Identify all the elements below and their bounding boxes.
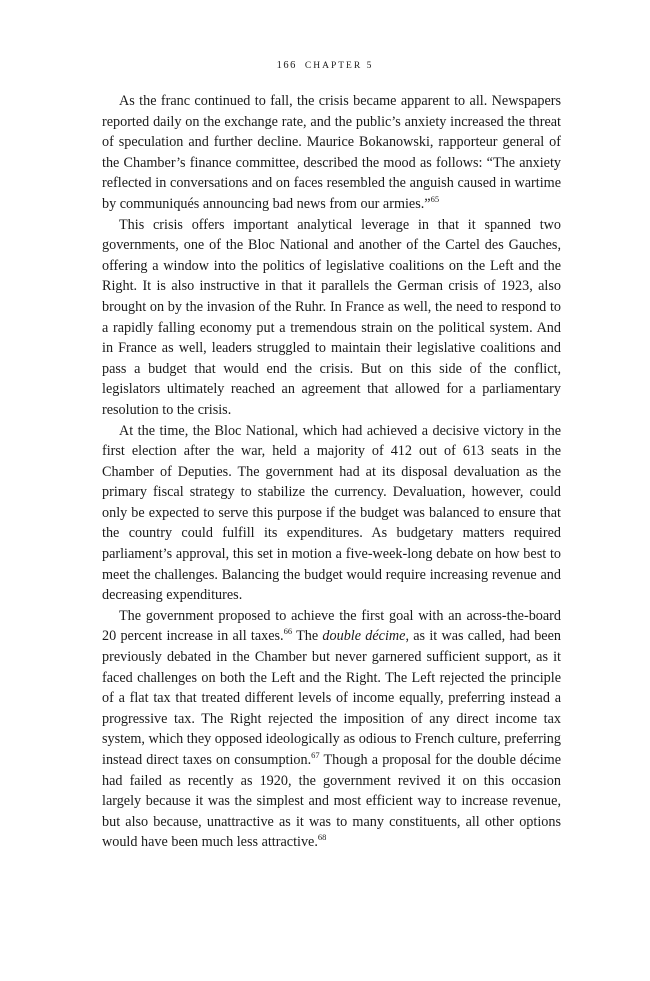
paragraph-text: As the franc continued to fall, the crisis became apparent to all. Newspapers reported daily on the exchange rate, and the public’s anxiety increased the threat of speculation and further decline. Maurice Bokanowski, rapporteur general of the Chamber’s finance committee, described the mood as follows: “The anxiety reflected in conversations and on faces resembled the anguish caused in wartime by communiqués announcing bad news from our armies.” <box>102 93 561 212</box>
paragraph <box>102 215 561 421</box>
paragraph-text: This crisis offers important analytical leverage in that it spanned two governments, one of the Bloc National and another of the Cartel des Gauches, offering a window into the politics of legislative coalitions on the Left and the Right. It is also instructive in that it parallels the German crisis of 1923, also brought on by the invasion of the Ruhr. In France as well, the need to respond to a rapidly falling economy put a tremendous strain on the political system. And in France as well, leaders struggled to maintain their legislative coalitions and pass a budget that would end the crisis. But on this side of the conflict, legislators ultimately reached an agreement that allowed for a parliamentary resolution to the crisis. <box>102 216 561 418</box>
paragraph <box>102 606 561 853</box>
footnote-marker: 65 <box>430 193 440 204</box>
running-head <box>0 60 650 71</box>
page-number: 166 <box>276 60 297 71</box>
footnote-marker: 66 <box>283 626 293 637</box>
paragraph-text: Though a proposal for the double décime had failed as recently as 1920, the government revived it on this occasion largely because it was the simplest and most efficient way to increase revenue, but also because, unattractive as it was to many constituents, all other options would have been much less attractive. <box>102 752 561 851</box>
paragraph <box>102 91 561 215</box>
body-text <box>102 91 561 853</box>
footnote-marker: 67 <box>311 750 320 760</box>
italic-term: double décime <box>322 628 406 645</box>
chapter-title: CHAPTER 5 <box>304 61 374 71</box>
paragraph-text: , as it was called, had been previously debated in the Chamber but never garnered sufficient support, as it faced challenges on both the Left and the Right. The Left rejected the principle of a flat tax that treated different levels of income equally, preferring instead a progressive tax. The Right rejected the imposition of any direct income tax system, which they opposed ideologically as odious to French culture, preferring instead direct taxes on consumption. <box>102 628 561 768</box>
paragraph <box>102 421 561 606</box>
footnote-marker: 68 <box>317 832 327 843</box>
paragraph-text: At the time, the Bloc National, which had achieved a decisive victory in the first election after the war, held a majority of 412 out of 613 seats in the Chamber of Deputies. The government had at its disposal devaluation as the primary fiscal strategy to stabilize the currency. Devaluation, however, could only be expected to serve this purpose if the budget was balanced to ensure that the country could fulfill its expenditures. As budgetary matters required parliament’s approval, this set in motion a five-week-long debate on how best to meet the challenges. Balancing the budget would require increasing revenue and decreasing expenditures. <box>102 422 561 604</box>
paragraph-text: The government proposed to achieve the first goal with an across-the-board 20 percent increase in all taxes. <box>102 607 561 645</box>
paragraph-text: The <box>292 628 323 645</box>
